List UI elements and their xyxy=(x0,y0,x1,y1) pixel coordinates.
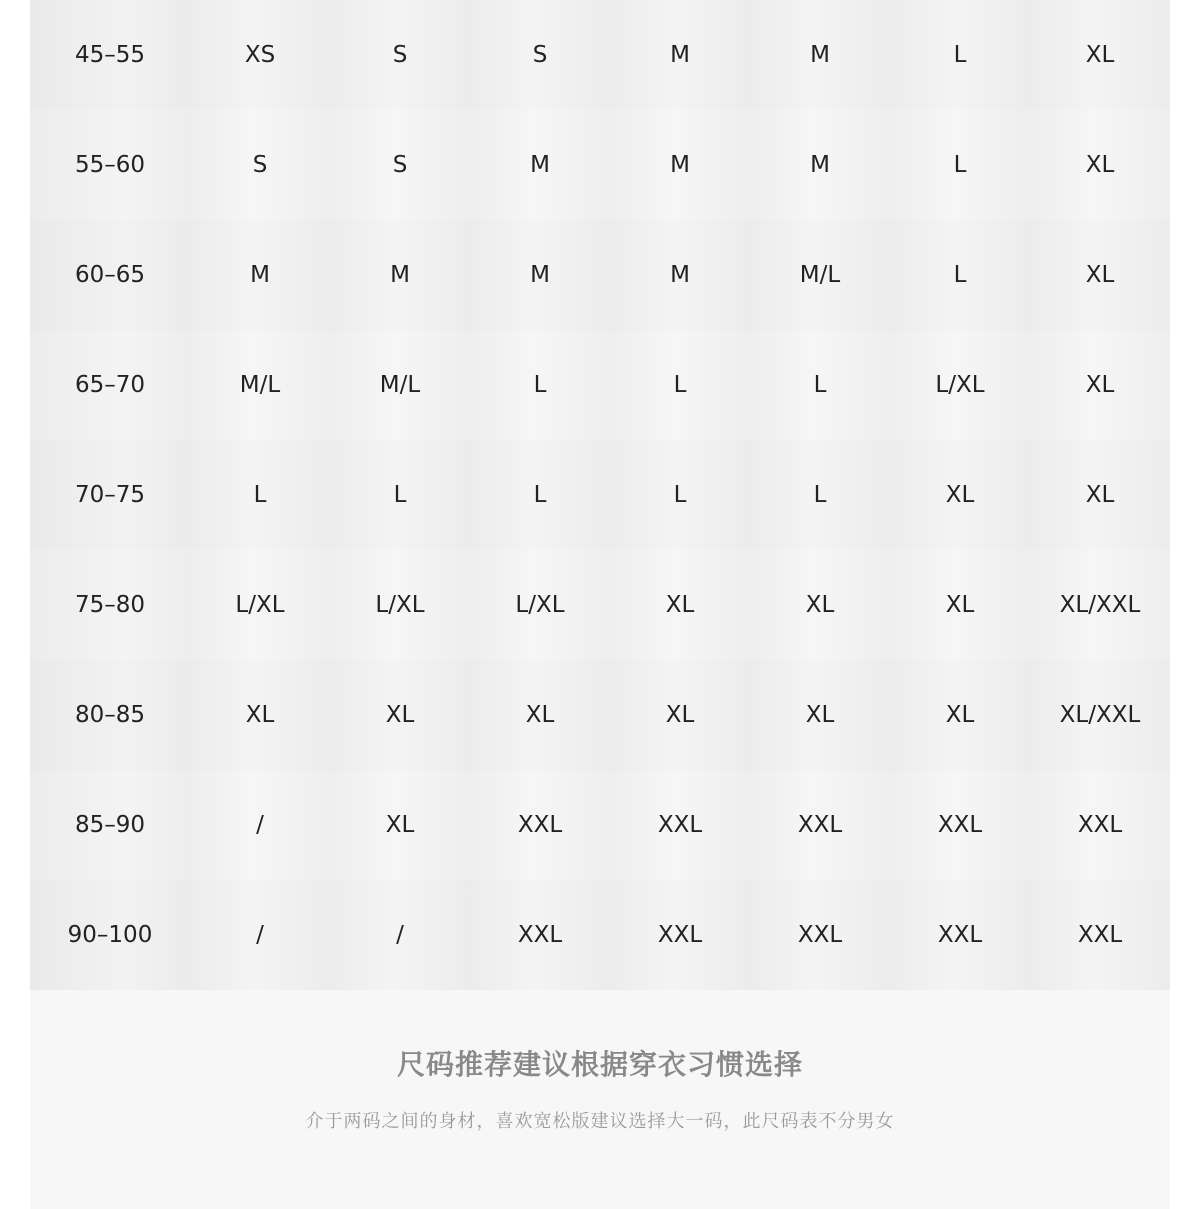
size-cell: XXL xyxy=(750,880,890,990)
size-cell: M/L xyxy=(750,220,890,330)
size-cell: M xyxy=(470,220,610,330)
table-row xyxy=(30,110,1170,220)
size-cell: M xyxy=(470,110,610,220)
size-cell: XL xyxy=(610,660,750,770)
weight-range-cell: 45–55 xyxy=(30,0,190,110)
size-cell: L xyxy=(750,330,890,440)
size-cell: S xyxy=(330,110,470,220)
size-cell: L/XL xyxy=(190,550,330,660)
size-chart-body xyxy=(30,0,1170,990)
size-cell: L xyxy=(890,0,1030,110)
weight-range-cell: 65–70 xyxy=(30,330,190,440)
table-row xyxy=(30,0,1170,110)
size-cell: L xyxy=(470,440,610,550)
size-cell: XL xyxy=(1030,330,1170,440)
size-cell: XL xyxy=(1030,220,1170,330)
size-cell: XL xyxy=(610,550,750,660)
size-cell: L xyxy=(190,440,330,550)
size-cell: / xyxy=(190,770,330,880)
size-cell: L xyxy=(330,440,470,550)
size-cell: M xyxy=(610,0,750,110)
weight-range-cell: 75–80 xyxy=(30,550,190,660)
size-cell: / xyxy=(190,880,330,990)
size-cell: L/XL xyxy=(330,550,470,660)
size-cell: XL xyxy=(1030,440,1170,550)
table-row xyxy=(30,330,1170,440)
size-cell: XL xyxy=(890,440,1030,550)
size-advice-title: 尺码推荐建议根据穿衣习惯选择 xyxy=(396,1048,803,1081)
size-cell: XL xyxy=(190,660,330,770)
size-cell: M/L xyxy=(330,330,470,440)
size-cell: M xyxy=(610,110,750,220)
size-cell: L xyxy=(890,110,1030,220)
table-row xyxy=(30,440,1170,550)
table-row xyxy=(30,880,1170,990)
size-cell: XL xyxy=(890,660,1030,770)
size-cell: XL xyxy=(330,770,470,880)
size-cell: XL xyxy=(470,660,610,770)
size-cell: L/XL xyxy=(890,330,1030,440)
size-cell: XXL xyxy=(470,770,610,880)
size-cell: L xyxy=(610,440,750,550)
size-cell: XXL xyxy=(470,880,610,990)
size-cell: S xyxy=(330,0,470,110)
size-cell: L xyxy=(750,440,890,550)
table-row xyxy=(30,550,1170,660)
weight-range-cell: 90–100 xyxy=(30,880,190,990)
size-cell: XXL xyxy=(610,770,750,880)
size-advice-subtitle: 介于两码之间的身材，喜欢宽松版建议选择大一码，此尺码表不分男女 xyxy=(305,1111,895,1132)
size-cell: XXL xyxy=(1030,880,1170,990)
size-cell: / xyxy=(330,880,470,990)
size-cell: XL/XXL xyxy=(1030,550,1170,660)
weight-range-cell: 60–65 xyxy=(30,220,190,330)
size-cell: M xyxy=(610,220,750,330)
size-cell: M/L xyxy=(190,330,330,440)
size-cell: XL xyxy=(330,660,470,770)
table-row xyxy=(30,770,1170,880)
size-cell: XXL xyxy=(750,770,890,880)
weight-range-cell: 55–60 xyxy=(30,110,190,220)
size-cell: M xyxy=(190,220,330,330)
size-cell: XXL xyxy=(1030,770,1170,880)
size-cell: XXL xyxy=(610,880,750,990)
table-row xyxy=(30,660,1170,770)
size-cell: L/XL xyxy=(470,550,610,660)
weight-range-cell: 70–75 xyxy=(30,440,190,550)
size-cell: L xyxy=(610,330,750,440)
size-cell: M xyxy=(750,110,890,220)
size-cell: M xyxy=(750,0,890,110)
size-cell: L xyxy=(890,220,1030,330)
size-cell: XXL xyxy=(890,880,1030,990)
size-cell: XL xyxy=(750,660,890,770)
weight-range-cell: 85–90 xyxy=(30,770,190,880)
size-cell: XXL xyxy=(890,770,1030,880)
size-chart-table xyxy=(30,0,1170,990)
size-cell: XL xyxy=(1030,0,1170,110)
size-cell: S xyxy=(470,0,610,110)
size-cell: M xyxy=(330,220,470,330)
size-cell: XL xyxy=(750,550,890,660)
size-cell: XL xyxy=(890,550,1030,660)
size-cell: L xyxy=(470,330,610,440)
weight-range-cell: 80–85 xyxy=(30,660,190,770)
size-cell: XL xyxy=(1030,110,1170,220)
size-cell: XL/XXL xyxy=(1030,660,1170,770)
size-cell: XS xyxy=(190,0,330,110)
size-cell: S xyxy=(190,110,330,220)
table-row xyxy=(30,220,1170,330)
